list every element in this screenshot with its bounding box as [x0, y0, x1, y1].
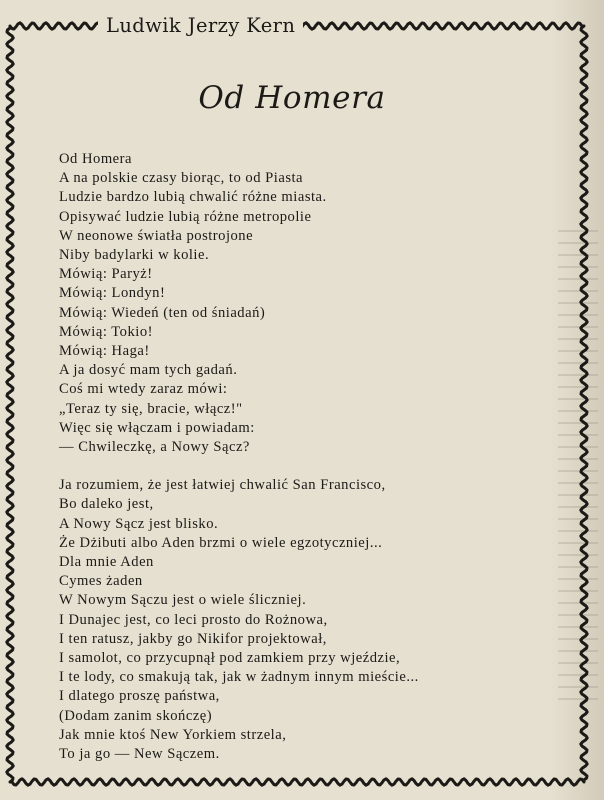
poem-line: Dla mnie Aden	[59, 554, 154, 571]
poem-line: Opisywać ludzie lubią różne metropolie	[59, 208, 312, 225]
poem-line: Mówią: Haga!	[59, 343, 150, 360]
poem-line: W Nowym Sączu jest o wiele śliczniej.	[59, 592, 307, 609]
poem-line: A ja dosyć mam tych gadań.	[59, 362, 238, 379]
poem-line: Cymes żaden	[59, 573, 143, 590]
poem-line: A na polskie czasy biorąc, to od Piasta	[59, 170, 304, 187]
poem-line: Mówią: Paryż!	[59, 266, 153, 283]
poem-line: (Dodam zanim skończę)	[59, 707, 213, 724]
poem-line: I te lody, co smakują tak, jak w żadnym innym mieście...	[59, 669, 419, 686]
poem-line: To ja go — New Sączem.	[59, 746, 220, 763]
poem-line: Niby badylarki w kolie.	[59, 247, 210, 264]
poem-line: Mówią: Londyn!	[59, 285, 166, 302]
poem-line: Od Homera	[59, 151, 132, 167]
poem-title: Od Homera	[198, 80, 386, 116]
poem-line: I Dunajec jest, co leci prosto do Rożnowa,	[59, 611, 328, 628]
poem-line: Mówią: Tokio!	[59, 323, 153, 340]
author-name: Ludwik Jerzy Kern	[98, 14, 303, 38]
poem-line: I dlatego proszę państwa,	[59, 688, 220, 705]
poem-line: „Teraz ty się, bracie, włącz!"	[59, 400, 243, 417]
poem-line: Ludzie bardzo lubią chwalić różne miasta.	[59, 189, 327, 206]
poem-line: Więc się włączam i powiadam:	[59, 419, 255, 436]
poem-line: — Chwileczkę, a Nowy Sącz?	[59, 439, 250, 456]
poem-line: Ja rozumiem, że jest łatwiej chwalić San Francisco,	[59, 477, 386, 494]
poem-line: I ten ratusz, jakby go Nikifor projektował,	[59, 630, 327, 647]
poem-line: Bo daleko jest,	[59, 496, 154, 513]
stanza-2	[59, 476, 419, 764]
poem-line: Jak mnie ktoś New Yorkiem strzela,	[59, 726, 287, 743]
poem-body	[59, 150, 419, 783]
poem-line: A Nowy Sącz jest blisko.	[59, 515, 219, 532]
poem-line: I samolot, co przycupnął pod zamkiem przy wjeździe,	[59, 650, 401, 667]
poem-line: Coś mi wtedy zaraz mówi:	[59, 381, 228, 398]
poem-line: Mówią: Wiedeń (ten od śniadań)	[59, 304, 266, 321]
stanza-1	[59, 150, 419, 457]
poem-line: Że Dżibuti albo Aden brzmi o wiele egzotyczniej...	[59, 534, 383, 551]
poem-line: W neonowe światła postrojone	[59, 227, 254, 244]
